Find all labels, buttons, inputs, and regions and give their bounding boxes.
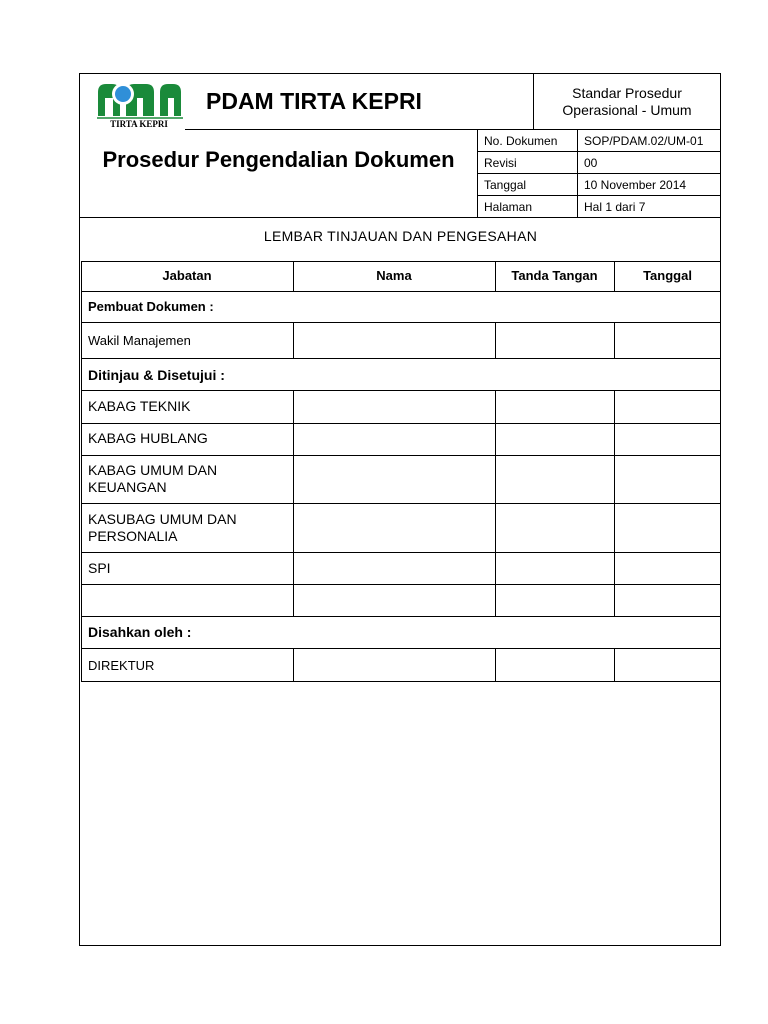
meta-row-page <box>477 196 721 217</box>
meta-value: Hal 1 dari 7 <box>584 200 646 214</box>
meta-key: No. Dokumen <box>484 134 558 148</box>
row-kabag-teknik: KABAG TEKNIK <box>88 398 191 414</box>
row-kasubag-umum-personalia: KASUBAG UMUM DAN PERSONALIA <box>88 511 237 544</box>
table-col-divider <box>614 322 615 358</box>
sheet-title: LEMBAR TINJAUAN DAN PENGESAHAN <box>263 228 538 244</box>
pdam-logo <box>93 78 185 130</box>
section-ditinjau-disetujui: Ditinjau & Disetujui : <box>88 367 225 383</box>
row-kabag-hublang: KABAG HUBLANG <box>88 430 208 446</box>
column-header-tanda-tangan: Tanda Tangan <box>511 268 598 283</box>
meta-value: 10 November 2014 <box>584 178 687 192</box>
table-row-divider <box>81 584 721 585</box>
table-row-divider <box>81 648 721 649</box>
column-header-tanggal: Tanggal <box>643 268 692 283</box>
section-disahkan-oleh: Disahkan oleh : <box>88 624 192 640</box>
meta-row-date <box>477 174 721 195</box>
table-col-divider <box>495 390 496 616</box>
logo-text: TIRTA KEPRI <box>110 119 168 129</box>
table-row-divider <box>81 423 721 424</box>
table-row-divider <box>81 455 721 456</box>
column-header-nama: Nama <box>376 268 412 283</box>
row-kabag-umum-keuangan: KABAG UMUM DAN KEUANGAN <box>88 462 218 495</box>
table-col-divider <box>293 322 294 358</box>
meta-key: Halaman <box>484 200 533 214</box>
table-col-divider <box>293 648 294 681</box>
table-col-divider <box>614 390 615 616</box>
table-col-divider <box>495 648 496 681</box>
meta-key: Tanggal <box>484 178 527 192</box>
table-row-divider <box>81 390 721 391</box>
table-row-divider <box>81 291 721 292</box>
table-row-divider <box>81 358 721 359</box>
section-pembuat-dokumen: Pembuat Dokumen : <box>88 299 214 314</box>
meta-key: Revisi <box>484 156 517 170</box>
document-title: Prosedur Pengendalian Dokumen <box>102 147 455 172</box>
row-wakil-manajemen: Wakil Manajemen <box>88 333 191 348</box>
organization-name: PDAM TIRTA KEPRI <box>206 88 422 114</box>
table-row-divider <box>81 552 721 553</box>
sop-type-label: Standar Prosedur Operasional - Umum <box>562 85 692 118</box>
meta-value: SOP/PDAM.02/UM-01 <box>584 134 704 148</box>
row-spi: SPI <box>88 560 111 576</box>
table-col-divider <box>614 648 615 681</box>
table-row-divider <box>81 322 721 323</box>
row-direktur: DIREKTUR <box>88 658 155 673</box>
meta-value: 00 <box>584 156 598 170</box>
table-border-top <box>81 261 721 262</box>
table-row-divider <box>81 503 721 504</box>
table-border-left <box>81 261 82 681</box>
table-row-divider <box>81 616 721 617</box>
meta-row-document-number <box>477 130 721 151</box>
column-header-jabatan: Jabatan <box>162 268 212 283</box>
table-border-bottom <box>81 681 721 682</box>
table-col-divider <box>495 322 496 358</box>
header-bottom-divider <box>79 217 721 218</box>
table-col-divider <box>293 390 294 616</box>
meta-row-revision <box>477 152 721 173</box>
